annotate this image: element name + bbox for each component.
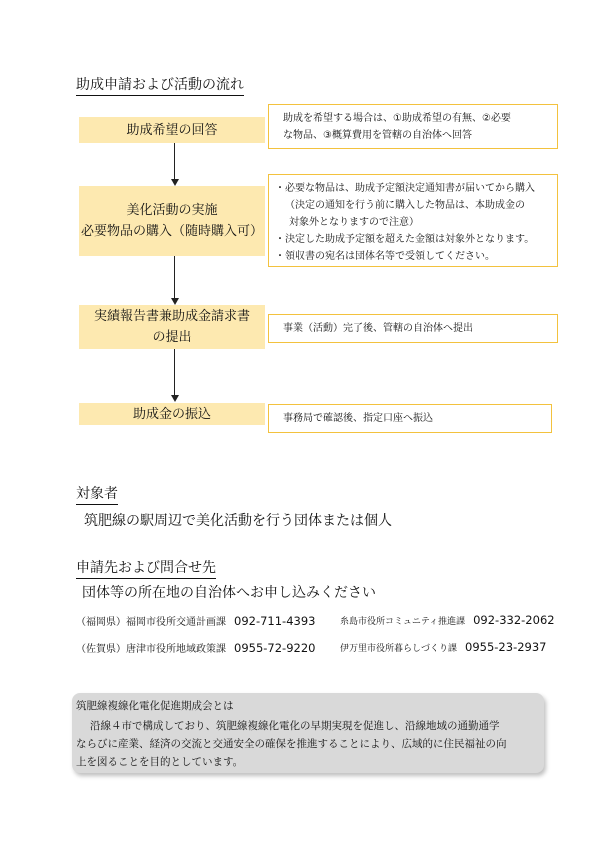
note-line: な物品、③概算費用を管轄の自治体へ回答 xyxy=(283,130,472,141)
about-line: 上を図ることを目的としています。 xyxy=(76,756,244,768)
flow-note-activity xyxy=(268,174,558,267)
flow-step-payment xyxy=(79,403,265,425)
contact-fukuoka-city xyxy=(76,613,315,628)
contact-imari-city xyxy=(340,640,546,654)
contact-office: 唐津市役所地域政策課 xyxy=(126,644,226,655)
contact-itoshima-city xyxy=(340,613,555,627)
contact-pref: （福岡県） xyxy=(76,617,126,628)
target-text: 筑肥線の駅周辺で美化活動を行う団体または個人 xyxy=(84,513,392,529)
note-line: 助成を希望する場合は、①助成希望の有無、②必要 xyxy=(283,113,511,124)
note-line: ・必要な物品は、助成予定額決定通知書が届いてから購入 xyxy=(275,183,535,194)
flow-arrow xyxy=(174,143,175,180)
flow-step-activity xyxy=(79,186,265,256)
note-line: 事務局で確認後、指定口座へ振込 xyxy=(283,413,433,424)
note-line: ・領収書の宛名は団体名等で受領してください。 xyxy=(275,251,495,262)
about-line: 沿線４市で構成しており、筑肥線複線化電化の早期実現を促進し、沿線地域の通勤通学 xyxy=(90,720,500,732)
about-line: ならびに産業、経済の交流と交通安全の確保を推進することにより、広域的に住民福祉の向 xyxy=(76,738,507,750)
about-title: 筑肥線複線化電化促進期成会とは xyxy=(76,700,234,712)
flow-note-report xyxy=(268,314,558,343)
flow-step-reply xyxy=(79,117,265,143)
note-line: 対象外となりますので注意） xyxy=(289,217,419,228)
step-label: 実績報告書兼助成金請求書 xyxy=(93,309,250,324)
apply-heading: 申請先および問合せ先 xyxy=(76,557,216,579)
step-label: 助成希望の回答 xyxy=(126,122,218,138)
flow-note-reply xyxy=(268,104,558,149)
contact-pref: （佐賀県） xyxy=(76,644,126,655)
contact-tel: 0955-23-2937 xyxy=(465,640,547,654)
contact-karatsu-city xyxy=(76,640,315,655)
step-label: 必要物品の購入（随時購入可） xyxy=(80,224,263,239)
step-label: 美化活動の実施 xyxy=(126,203,218,218)
note-line: （決定の通知を行う前に購入した物品は、本助成金の xyxy=(285,200,525,211)
target-heading: 対象者 xyxy=(76,483,118,505)
flow-step-report xyxy=(79,305,265,349)
note-line: 事業（活動）完了後、管轄の自治体へ提出 xyxy=(283,323,473,334)
contact-office: 伊万里市役所暮らしづくり課 xyxy=(340,644,458,654)
contact-tel: 092-332-2062 xyxy=(473,613,555,627)
about-body xyxy=(76,717,507,771)
apply-lead: 団体等の所在地の自治体へお申し込みください xyxy=(82,585,376,601)
arrow-down-icon xyxy=(171,298,179,305)
contact-tel: 0955-72-9220 xyxy=(234,641,316,655)
contact-office: 福岡市役所交通計画課 xyxy=(126,617,226,628)
arrow-down-icon xyxy=(171,395,179,402)
step-label: の提出 xyxy=(152,330,192,345)
about-box xyxy=(72,693,544,773)
contact-tel: 092-711-4393 xyxy=(234,614,316,628)
flow-arrow xyxy=(174,256,175,299)
flow-note-payment xyxy=(268,404,552,433)
contact-office: 糸島市役所コミュニティ推進課 xyxy=(340,617,466,627)
flow-heading: 助成申請および活動の流れ xyxy=(76,74,244,96)
note-line: ・決定した助成予定額を超えた金額は対象外となります。 xyxy=(275,234,535,245)
arrow-down-icon xyxy=(171,179,179,186)
flow-arrow xyxy=(174,349,175,396)
step-label: 助成金の振込 xyxy=(132,406,211,422)
